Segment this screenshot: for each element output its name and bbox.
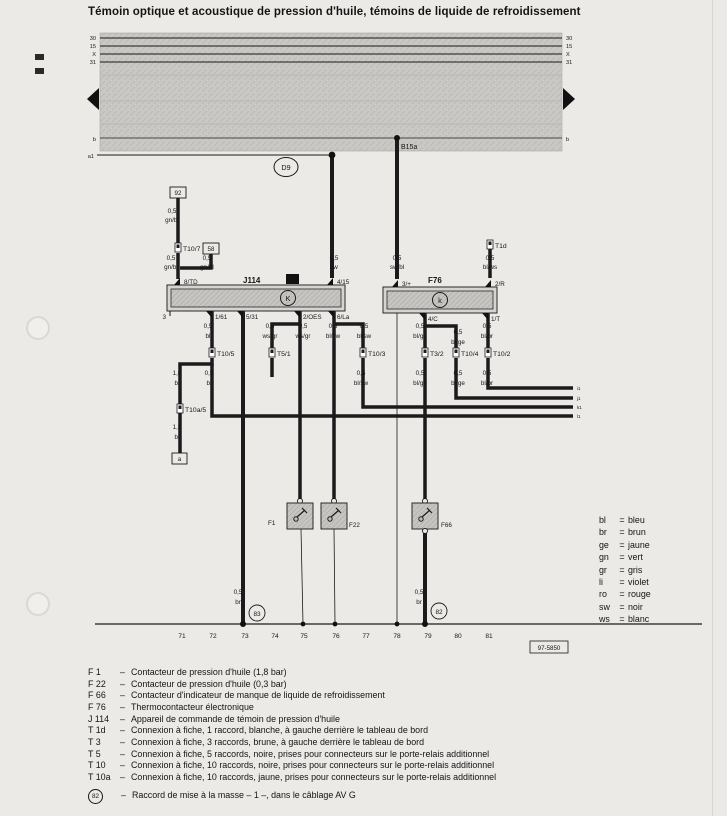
wire-label: 0,5 (453, 329, 463, 336)
component-desc: Appareil de commande de témoin de pression d'huile (131, 713, 340, 724)
color-name: rouge (628, 589, 651, 600)
bus-label-15-left: 15 (89, 44, 96, 50)
track-number: 78 (393, 633, 401, 640)
component-legend-row (88, 690, 648, 702)
wire-label: bl/sw (353, 380, 369, 387)
equals-sign: = (619, 552, 625, 563)
continuation-arrow-left-icon (87, 88, 99, 110)
dash: – (121, 789, 126, 800)
wire-label: bl/br (480, 333, 494, 340)
color-legend-row (599, 551, 651, 563)
equals-sign: = (619, 564, 625, 575)
color-legend-row (599, 526, 651, 538)
color-code: sw (599, 601, 610, 612)
terminal-415: 4/15 (337, 279, 350, 286)
page-title: Témoin optique et acoustique de pression d'huile, témoins de liquide de refroidissement (88, 6, 581, 18)
component-code: F 76 (88, 701, 106, 712)
ground-symbol-icon: 82 (88, 789, 103, 804)
component-desc: Thermocontacteur électronique (131, 701, 254, 712)
component-legend-row (88, 667, 648, 679)
bus-band (87, 33, 575, 151)
terminal-3: 3 (162, 314, 166, 321)
component-legend-row (88, 737, 648, 749)
color-code-legend (599, 514, 651, 626)
wire-label: 0,5 (265, 323, 275, 330)
wire-label: bl/sw (325, 333, 341, 340)
color-code: ws (599, 614, 610, 625)
wire-label: 0,5 (482, 323, 492, 330)
color-legend-row (599, 588, 651, 600)
color-name: brun (628, 527, 646, 538)
wire-label: 0,5 (415, 323, 425, 330)
ref-box-a (172, 453, 187, 464)
color-code: ge (599, 539, 609, 550)
wire-label: bl/ge (451, 380, 465, 387)
edge-continuations (576, 386, 582, 419)
wire-label: 0,5 (415, 370, 425, 377)
thermocontact-f76 (383, 276, 497, 313)
bus-label-x-right: X (566, 52, 570, 58)
component-desc: Connexion à fiche, 10 raccords, jaune, prises pour connecteurs sur le porte-relais additionnel (131, 771, 497, 782)
bus-label-b-left: b (92, 137, 96, 143)
svg-text:T10/3: T10/3 (368, 351, 386, 358)
dash: – (120, 725, 125, 736)
track-numbers (178, 633, 493, 640)
svg-text:T10/4: T10/4 (461, 351, 479, 358)
color-code: bl (599, 515, 606, 525)
component-label-j114: J114 (243, 276, 261, 285)
edge-label-i1: i1 (577, 386, 581, 391)
svg-text:T10/7: T10/7 (183, 246, 201, 253)
wire-label: bl/ge (413, 380, 427, 387)
component-legend-row (88, 714, 648, 726)
ground-legend-row (88, 790, 648, 804)
track-number: 77 (362, 633, 370, 640)
svg-text:T10a/5: T10a/5 (185, 407, 207, 414)
bus-label-15-right: 15 (566, 44, 573, 50)
wire-label: 0,5 (356, 370, 366, 377)
terminal-3plus: 3/+ (402, 281, 411, 288)
wire-label: 0,5 (166, 255, 176, 262)
bus-label-30-left: 30 (89, 36, 96, 42)
track-number: 73 (241, 633, 249, 640)
terminal-1t: 1/T (491, 316, 501, 323)
track-number: 71 (178, 633, 186, 640)
equals-sign: = (619, 515, 625, 525)
wire-label: 0,5 (414, 589, 424, 596)
connector-t5-1 (269, 348, 291, 358)
wire-label: 0,5 (167, 208, 177, 215)
wire-label: bl/ge (413, 333, 427, 340)
wire-label: 0,5 (482, 370, 492, 377)
dash: – (120, 748, 125, 759)
component-desc: Contacteur de pression d'huile (0,3 bar) (131, 678, 287, 689)
edge-label-k1: k1 (577, 405, 582, 410)
svg-text:58: 58 (207, 246, 215, 253)
edge-label-l1: l1 (577, 414, 581, 419)
wire-label: sw (330, 264, 338, 271)
component-legend-row (88, 679, 648, 691)
component-code: T 1d (88, 725, 106, 736)
component-desc: Connexion à fiche, 5 raccords, noire, prises pour connecteurs sur le porte-relais additionnel (131, 748, 490, 759)
wire-label: 0,5 (359, 323, 369, 330)
component-label-f22: F22 (349, 522, 360, 529)
color-legend-row (599, 576, 651, 588)
wire-label: bl (206, 380, 212, 387)
track-number: 76 (332, 633, 340, 640)
dash: – (120, 667, 125, 677)
terminal-b15a-label: B15a (401, 144, 418, 151)
dash: – (120, 760, 125, 771)
component-code: F 1 (88, 667, 101, 677)
wire-label: bl (174, 434, 180, 441)
color-name: bleu (628, 515, 645, 525)
relay-symbol-k2: k (438, 296, 442, 305)
wire-label: 1,5 (172, 424, 182, 431)
terminal-2r: 2/R (495, 281, 505, 288)
wire-label: bl/sw (356, 333, 372, 340)
component-code: J 114 (88, 713, 110, 724)
color-code: gn (599, 552, 609, 563)
connector-t3-2 (422, 348, 444, 358)
ref-box-92 (170, 187, 186, 198)
coolant-switch-f66 (412, 499, 452, 534)
track-number: 79 (424, 633, 432, 640)
terminal-8td: 8/TD (184, 279, 198, 286)
wire-label: bl (205, 333, 211, 340)
color-code: li (599, 577, 603, 588)
relay-symbol-k: K (285, 294, 291, 303)
component-desc: Connexion à fiche, 1 raccord, blanche, à gauche derrière le tableau de bord (131, 725, 429, 736)
ground-desc: Raccord de mise à la masse – 1 –, dans le câblage AV G (132, 789, 356, 800)
wire-label: br (416, 599, 422, 606)
wire-label: 0,5 (202, 255, 212, 262)
plan-id (530, 641, 568, 653)
bus-label-x-left: X (92, 52, 96, 58)
connector-t10-4 (453, 348, 479, 358)
svg-text:a: a (177, 456, 182, 463)
component-desc: Connexion à fiche, 10 raccords, noire, prises pour connecteurs sur le porte-relais additionnel (131, 760, 495, 771)
track-number: 80 (454, 633, 462, 640)
component-code: T 5 (88, 748, 101, 759)
continuation-arrow-right-icon (563, 88, 575, 110)
component-code: T 10 (88, 760, 106, 771)
component-legend-row (88, 702, 648, 714)
connector-t10-3 (360, 348, 386, 358)
ref-box-58 (203, 243, 219, 254)
component-legend-row (88, 749, 648, 761)
dash: – (120, 736, 125, 747)
connection-d9 (274, 158, 298, 177)
equals-sign: = (619, 527, 625, 538)
dash: – (120, 771, 125, 782)
component-label-f76: F76 (428, 276, 442, 285)
color-name: jaune (628, 539, 650, 550)
terminal-4c: 4/C (428, 316, 438, 323)
ground-82 (431, 603, 447, 619)
component-code: T 3 (88, 736, 101, 747)
bus-label-31-left: 31 (89, 60, 96, 66)
relay-slot-number: 6 (290, 277, 295, 284)
color-legend-row (599, 564, 651, 576)
wire-label: gn/bl (200, 264, 214, 271)
svg-text:T1d: T1d (495, 243, 507, 250)
wire-label: bl/ws (482, 264, 498, 271)
connectors (172, 240, 511, 414)
color-name: blanc (628, 614, 650, 625)
wire-label: bl (174, 380, 180, 387)
equals-sign: = (619, 539, 625, 550)
connector-t1d (487, 240, 507, 250)
component-label-f66: F66 (441, 522, 452, 529)
component-code: T 10a (88, 771, 111, 782)
color-name: violet (628, 577, 649, 588)
equals-sign: = (619, 589, 625, 600)
dash: – (120, 678, 125, 689)
color-code: br (599, 527, 607, 538)
wire-label: sw/bl (389, 264, 405, 271)
color-legend-row (599, 539, 651, 551)
plan-id-label: 97-5850 (537, 645, 561, 652)
component-legend-row (88, 772, 648, 784)
svg-text:T10/2: T10/2 (493, 351, 511, 358)
wire-label: 0,5 (204, 370, 214, 377)
component-legend-row (88, 760, 648, 772)
wire-label: gn/bl (164, 264, 178, 271)
wire-label: 0,5 (329, 255, 339, 262)
pressure-switch-f22 (321, 499, 360, 530)
component-legend (88, 667, 648, 804)
component-legend-row (88, 725, 648, 737)
wire-a1-label: a1 (87, 154, 94, 160)
color-name: vert (628, 552, 643, 563)
color-code: gr (599, 564, 607, 575)
terminal-6la: 6/La (337, 314, 350, 321)
component-code: F 22 (88, 678, 106, 689)
wire-label: bl/br (480, 380, 494, 387)
wire-label: 0,5 (203, 323, 213, 330)
ground-82-label: 82 (435, 609, 443, 616)
component-desc: Contacteur d'indicateur de manque de liquide de refroidissement (131, 690, 385, 701)
bus-label-30-right: 30 (566, 36, 573, 42)
svg-text:T5/1: T5/1 (277, 351, 291, 358)
terminal-161: 1/61 (215, 314, 228, 321)
svg-text:T3/2: T3/2 (430, 351, 444, 358)
edge-label-j1: j1 (577, 396, 581, 401)
connection-d9-label: D9 (281, 163, 291, 172)
dash: – (120, 701, 125, 712)
wire-label: 0,5 (453, 370, 463, 377)
wire-label: 0,5 (485, 255, 495, 262)
svg-text:T10/5: T10/5 (217, 351, 235, 358)
color-name: noir (628, 601, 643, 612)
component-label-f1: F1 (268, 520, 276, 527)
wire-label: 0,5 (328, 323, 338, 330)
ground-83-label: 83 (253, 611, 261, 618)
wire-label: 0,5 (233, 589, 243, 596)
equals-sign: = (619, 601, 625, 612)
track-number: 81 (485, 633, 493, 640)
terminal-2oes: 2/OES (303, 314, 322, 321)
track-number: 72 (209, 633, 217, 640)
wire-label: bl/ge (451, 339, 465, 346)
color-legend-row (599, 514, 651, 526)
color-legend-row (599, 601, 651, 613)
component-code: F 66 (88, 690, 106, 701)
wire-label: 0,5 (298, 323, 308, 330)
equals-sign: = (619, 577, 625, 588)
track-number: 74 (271, 633, 279, 640)
wire-label: 0,5 (392, 255, 402, 262)
ground-83 (249, 605, 265, 621)
terminal-531: 5/31 (246, 314, 259, 321)
pressure-switch-f1 (268, 499, 313, 530)
track-number: 75 (300, 633, 308, 640)
wire-label: br (235, 599, 241, 606)
color-code: ro (599, 589, 607, 600)
bus-label-31-right: 31 (566, 60, 573, 66)
dash: – (120, 690, 125, 701)
bus-label-b-right: b (566, 137, 570, 143)
connector-t10-2 (485, 348, 511, 358)
dash: – (120, 713, 125, 724)
component-desc: Contacteur de pression d'huile (1,8 bar) (131, 667, 287, 677)
wire-label: gn/bl (165, 217, 179, 224)
connector-t10a-5 (177, 404, 206, 414)
connector-t10-5 (209, 348, 235, 358)
svg-text:92: 92 (174, 190, 182, 197)
wire-label: ws/gr (295, 333, 311, 340)
color-legend-row (599, 613, 651, 625)
wire-label: ws/gr (262, 333, 278, 340)
color-name: gris (628, 564, 643, 575)
component-desc: Connexion à fiche, 3 raccords, brune, à gauche derrière le tableau de bord (131, 736, 425, 747)
wire-label: 1,0 (172, 370, 182, 377)
connector-t10-7 (175, 243, 201, 253)
equals-sign: = (619, 614, 625, 625)
